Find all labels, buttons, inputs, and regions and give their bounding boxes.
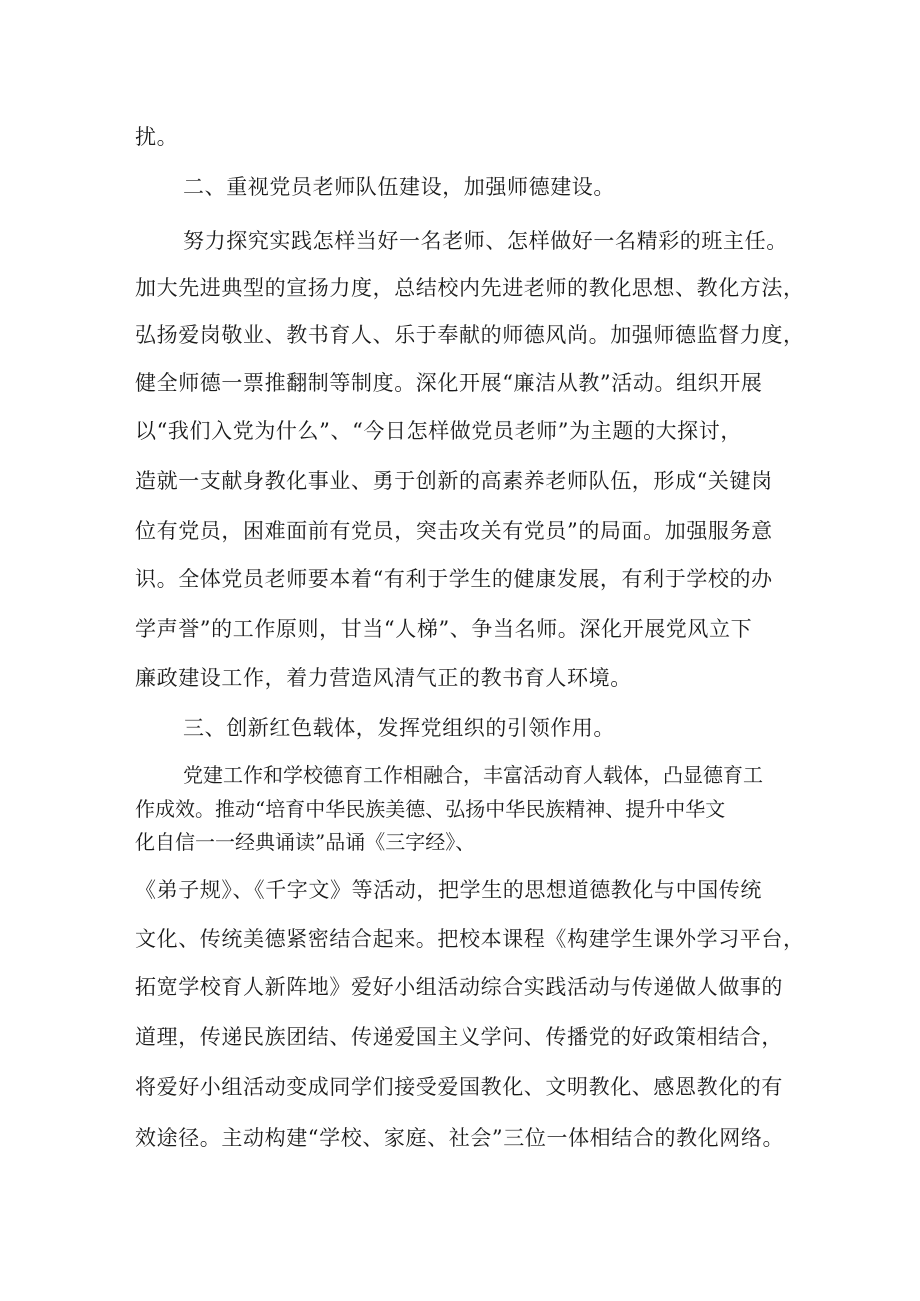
- text-line: 廉政建设工作，着力营造风清气正的教书育人环境。: [135, 666, 632, 690]
- section-heading: 二、重视党员老师队伍建设，加强师德建设。: [183, 175, 615, 199]
- text-line: 健全师德一票推翻制等制度。深化开展“廉洁从教”活动。组织开展: [135, 371, 763, 395]
- text-line: 化自信一一经典诵读”品诵《三字经》、: [135, 830, 476, 854]
- text-line: 文化、传统美德紧密结合起来。把校本课程《构建学生课外学习平台，: [135, 927, 805, 951]
- text-line: 效途径。主动构建“学校、家庭、社会”三位一体相结合的教化网络。: [135, 1126, 785, 1150]
- text-line: 加大先进典型的宣扬力度，总结校内先进老师的教化思想、教化方法，: [135, 276, 805, 300]
- text-line: 道理，传递民族团结、传递爱国主义学问、传播党的好政策相结合，: [135, 1025, 783, 1049]
- text-line: 努力探究实践怎样当好一名老师、怎样做好一名精彩的班主任。: [183, 229, 788, 253]
- text-line: 扰。: [135, 125, 179, 149]
- text-line: 以“我们入党为什么”、“今日怎样做党员老师”为主题的大探讨，: [135, 419, 742, 443]
- text-line: 拓宽学校育人新阵地》爱好小组活动综合实践活动与传递做人做事的: [135, 975, 783, 999]
- text-line: 党建工作和学校德育工作相融合，丰富活动育人载体，凸显德育工: [183, 763, 763, 787]
- text-line: 学声誉”的工作原则，甘当“人梯”、争当名师。深化开展党风立下: [135, 617, 753, 641]
- text-line: 《弟子规》、《千字文》等活动，把学生的思想道德教化与中国传统: [135, 878, 762, 902]
- text-line: 造就一支献身教化事业、勇于创新的高素养老师队伍，形成“关键岗: [135, 469, 773, 493]
- text-line: 位有党员，困难面前有党员，突击攻关有党员”的局面。加强服务意: [135, 519, 773, 543]
- text-line: 弘扬爱岗敬业、教书育人、乐于奉献的师德风尚。加强师德监督力度，: [135, 323, 805, 347]
- text-line: 作成效。推动“培育中华民族美德、弘扬中华民族精神、提升中华文: [135, 797, 726, 821]
- text-line: 将爱好小组活动变成同学们接受爱国教化、文明教化、感恩教化的有: [135, 1075, 783, 1099]
- section-heading: 三、创新红色载体，发挥党组织的引领作用。: [183, 716, 615, 740]
- text-line: 识。全体党员老师要本着“有利于学生的健康发展，有利于学校的办: [135, 567, 773, 591]
